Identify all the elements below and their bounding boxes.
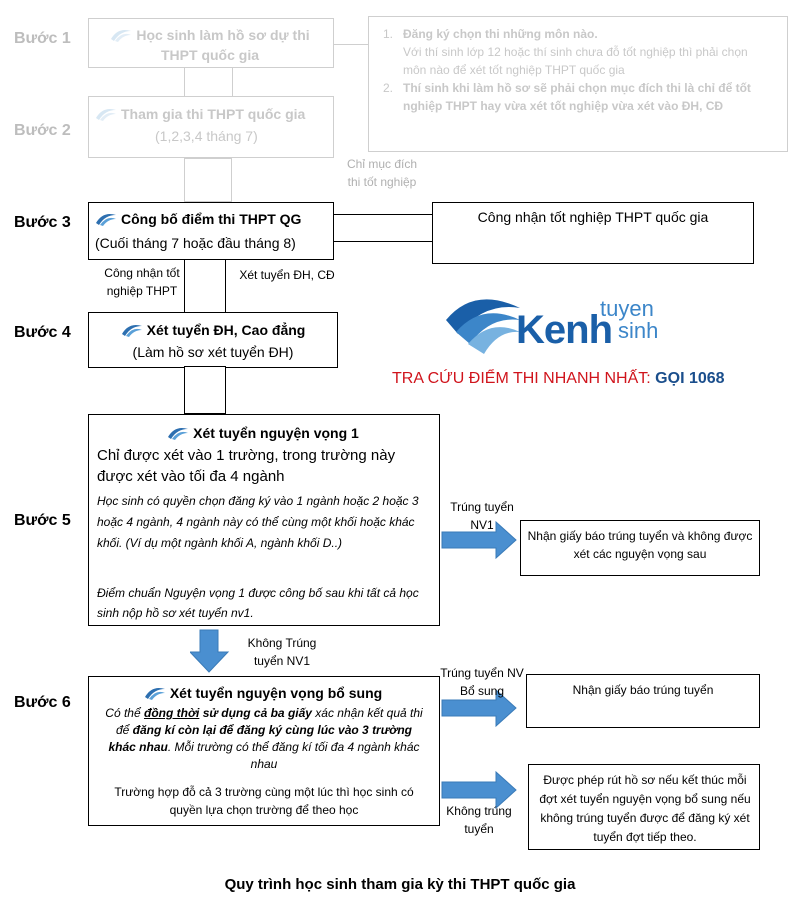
step6-body xyxy=(103,705,425,773)
step6-t7: Trường hợp đỗ cả 3 trường cùng một lúc thì học sinh có quyền lựa chọn trường để theo học xyxy=(114,785,414,817)
logo-mini-icon xyxy=(144,683,166,701)
note1-body: Với thí sinh lớp 12 hoặc thí sinh chưa đỗ tốt nghiệp thì phải chọn môn nào để xét tốt nghiệp THPT quốc gia xyxy=(403,45,748,77)
step6-right1-text: Nhận giấy báo trúng tuyển xyxy=(572,683,714,697)
step4-sub: (Làm hồ sơ xét tuyển ĐH) xyxy=(132,344,294,360)
connector-block xyxy=(334,214,432,242)
step5-italic2: Điểm chuẩn Nguyện vọng 1 được công bố sau khi tất cả học sinh nộp hồ sơ xét tuyển nv1. xyxy=(97,586,419,620)
logo-mini-icon xyxy=(121,320,143,338)
step3-sub: (Cuối tháng 7 hoặc đầu tháng 8) xyxy=(95,235,296,251)
logo-mini-icon xyxy=(167,423,189,441)
step6-t2: đồng thời xyxy=(143,706,200,720)
connector-block xyxy=(184,158,232,202)
cta-text: TRA CỨU ĐIỂM THI NHANH NHẤT: xyxy=(392,370,651,387)
brand-tuyen: tuyen xyxy=(600,296,654,321)
connector-block xyxy=(184,366,226,414)
step-label-2: Bước 2 xyxy=(14,122,71,139)
step1-title: Học sinh làm hồ sơ dự thi THPT quốc gia xyxy=(136,27,310,63)
step6-right2-box xyxy=(528,764,760,850)
step6-box xyxy=(88,676,440,826)
step2-sub: (1,2,3,4 tháng 7) xyxy=(155,128,258,144)
connector-line xyxy=(184,68,185,96)
step5-right-text: Nhận giấy báo trúng tuyển và không được xét các nguyện vọng sau xyxy=(527,529,753,561)
note2-number: 2. xyxy=(383,81,394,95)
step5-right-box xyxy=(520,520,760,576)
step4-title: Xét tuyển ĐH, Cao đẳng xyxy=(146,322,306,338)
step6-t1: Có thể xyxy=(105,706,144,720)
step6-right2-text: Được phép rút hồ sơ nếu kết thúc mỗi đợt xét tuyển nguyện vọng bổ sung nếu không trúng tuyển được để đăng ký xét tuyển đợt tiếp theo. xyxy=(539,773,751,844)
step6-t3: sử dụng cả ba giấy xyxy=(199,706,312,720)
step3-title: Công bố điểm thi THPT QG xyxy=(121,211,302,227)
cta-call[interactable]: GỌI 1068 xyxy=(655,370,725,387)
brand-sinh: sinh xyxy=(618,318,659,343)
cta-line[interactable] xyxy=(392,370,725,388)
step5-line1: Chỉ được xét vào 1 trường, trong trường này được xét vào tối đa 4 ngành xyxy=(97,447,396,485)
note1-number: 1. xyxy=(383,27,394,41)
step4-box xyxy=(88,312,338,368)
notes-box xyxy=(368,16,788,152)
step5-title: Xét tuyển nguyện vọng 1 xyxy=(193,425,359,441)
step5-italic1: Học sinh có quyền chọn đăng ký vào 1 ngành hoặc 2 hoặc 3 hoặc 4 ngành, 4 ngành này có thể cùng một khối hoặc khác khối. (Ví dụ một ngành khối A, ngành khối D..) xyxy=(97,494,419,550)
note2-body: Thí sinh khi làm hồ sơ sẽ phải chọn mục đích thi là chỉ để tốt nghiệp THPT hay vừa xét tốt nghiệp vừa xét vào ĐH, CĐ xyxy=(403,81,751,113)
connector-line xyxy=(334,44,368,45)
step3-box xyxy=(88,202,334,260)
logo-mini-icon xyxy=(110,25,132,43)
step6-t6: . Mỗi trường có thể đăng kí tối đa 4 ngành khác nhau xyxy=(167,740,420,771)
label-admission: Xét tuyển ĐH, CĐ xyxy=(239,268,335,282)
arrow-down-icon xyxy=(190,628,230,674)
step3-right-text: Công nhận tốt nghiệp THPT quốc gia xyxy=(477,209,709,225)
logo-mini-icon xyxy=(95,209,117,227)
note1-title: Đăng ký chọn thi những môn nào. xyxy=(403,27,598,41)
logo-mini-icon xyxy=(95,104,117,122)
kenhtuyensinh-logo-icon xyxy=(444,290,524,360)
label-recognize: Công nhận tốt nghiệp THPT xyxy=(104,266,180,298)
label-only-purpose: Chỉ mục đích thi tốt nghiệp xyxy=(346,157,418,189)
step5-box xyxy=(88,414,440,626)
label-pass-nv1: Trúng tuyển NV1 xyxy=(450,500,514,532)
step3-right-box xyxy=(432,202,754,264)
step6-right1-box xyxy=(526,674,760,728)
step2-title: Tham gia thi THPT quốc gia xyxy=(121,106,306,122)
step-label-5: Bước 5 xyxy=(14,512,71,529)
label-pass-bs: Trúng tuyển NV Bổ sung xyxy=(440,666,524,698)
brand-kenh: Kenh xyxy=(516,308,612,352)
step-label-3: Bước 3 xyxy=(14,214,71,231)
step2-box xyxy=(88,96,334,158)
step-label-6: Bước 6 xyxy=(14,694,71,711)
step-label-4: Bước 4 xyxy=(14,324,71,341)
step6-t5: đăng kí còn lại để đăng ký cùng lúc vào 3 trường khác nhau xyxy=(108,723,413,754)
step1-box xyxy=(88,18,334,68)
diagram-caption: Quy trình học sinh tham gia kỳ thi THPT quốc gia xyxy=(224,876,576,893)
step6-title: Xét tuyển nguyện vọng bổ sung xyxy=(169,685,383,701)
label-fail-bs: Không trúng tuyển xyxy=(446,804,512,836)
step6-t4: xác nhận kết quả thi để xyxy=(115,706,423,737)
step-label-1: Bước 1 xyxy=(14,30,71,47)
connector-line xyxy=(232,68,233,96)
label-fail-nv1: Không Trúng tuyển NV1 xyxy=(247,636,317,668)
